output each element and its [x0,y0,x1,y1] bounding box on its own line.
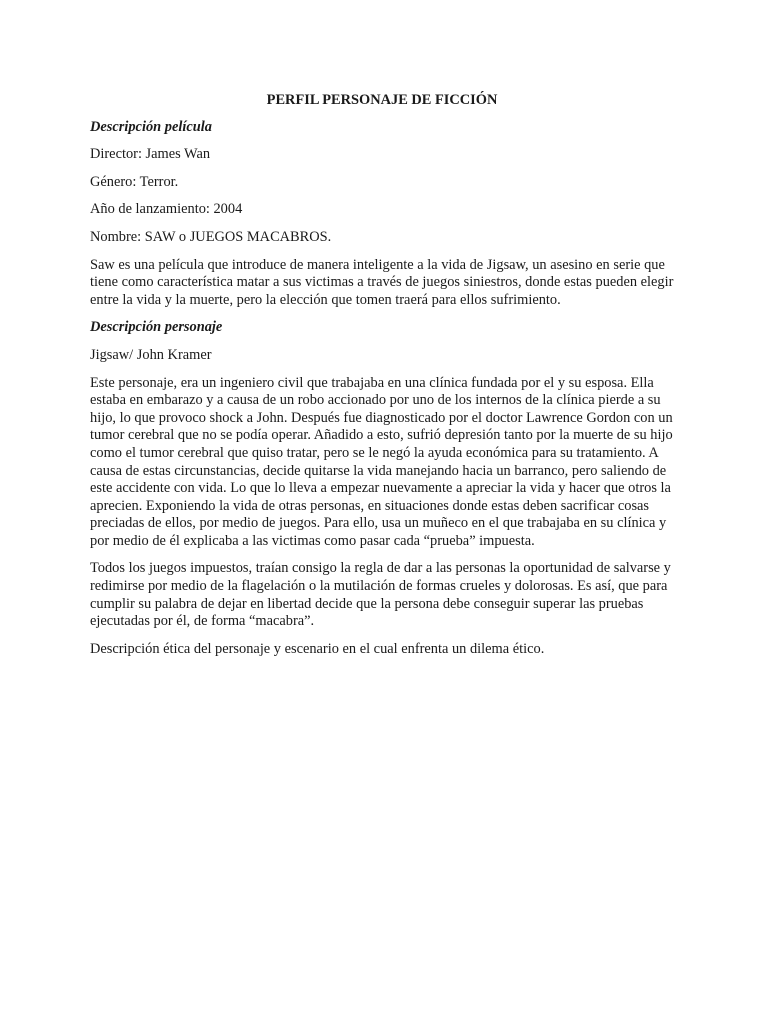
movie-description-heading: Descripción película [90,118,212,135]
character-description-heading: Descripción personaje [90,319,223,336]
character-name-line: Jigsaw/ John Kramer [90,346,212,363]
document-title: PERFIL PERSONAJE DE FICCIÓN [266,92,498,108]
director-line: Director: James Wan [90,146,211,163]
movie-summary-paragraph: Saw es una película que introduce de manera inteligente a la vida de Jigsaw, un asesino en serie que tiene como característica matar a sus victimas a través de juegos siniestros, donde estas pueden elegir entre la vida y la muerte, pero la elección que tomen traerá para ellos sufrimiento. [90,256,674,308]
document-page [90,92,674,668]
ethics-description-line: Descripción ética del personaje y escenario en el cual enfrenta un dilema ético. [90,640,545,657]
games-paragraph: Todos los juegos impuestos, traían consigo la regla de dar a las personas la oportunidad de salvarse y redimirse por medio de la flagelación o la mutilación de formas crueles y dolorosas. Es así, que para cumplir su palabra de dejar en libertad decide que la persona debe conseguir superar las pruebas ejecutadas por él, de forma “macabra”. [90,560,671,630]
character-bio-paragraph: Este personaje, era un ingeniero civil que trabajaba en una clínica fundada por el y su esposa. Ella estaba en embarazo y a causa de un robo accionado por uno de los internos de la clínica pierde a su hijo, lo que provoco shock a John. Después fue diagnosticado por el doctor Lawrence Gordon con un tumor cerebral que no se podía operar. Añadido a esto, sufrió depresión tanto por la muerte de su hijo como el tumor cerebral que quiso tratar, pero se le negó la ayuda económica para su tratamiento. A causa de estas circunstancias, decide quitarse la vida manejando hacia un barranco, pero saliendo de este accidente con vida. Lo que lo lleva a empezar nuevamente a apreciar la vida y hacer que otros la aprecien. Exponiendo la vida de otras personas, en situaciones donde estas deben sacrificar cosas preciadas de ellos, por medio de juegos. Para ello, usa un muñeco en el que trabajaba en su clínica y por medio de él explicaba a las victimas como pasar cada “prueba” impuesta. [90,374,673,549]
release-year-line: Año de lanzamiento: 2004 [90,201,243,218]
genre-line: Género: Terror. [90,173,179,190]
movie-name-line: Nombre: SAW o JUEGOS MACABROS. [90,228,332,245]
